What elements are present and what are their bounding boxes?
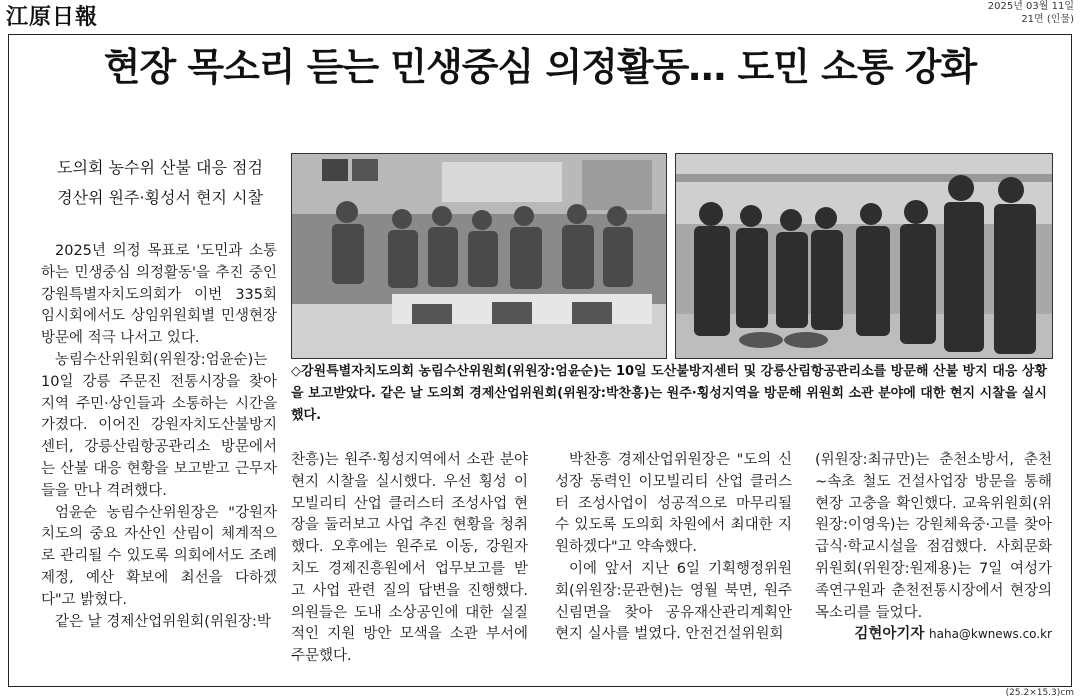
reporter-email: haha@kwnews.co.kr — [929, 627, 1052, 642]
photo-control-room-illustration — [292, 154, 666, 358]
page-number: 21면 (인물) — [1021, 14, 1074, 25]
publication-date: 2025년 03월 11일 — [987, 1, 1074, 12]
article-column-3 — [555, 450, 792, 646]
news-photo-officials-hangar — [675, 153, 1053, 359]
article-headline: 현장 목소리 듣는 민생중심 의정활동… 도민 소통 강화 — [103, 45, 977, 89]
paragraph: 이에 앞서 지난 6일 기획행정위원회(위원장:문관현)는 영월 북면, 원주 신림면을 찾아 공유재산관리계획안 현지 실사를 벌였다. 안전건설위원회 — [555, 560, 792, 643]
newspaper-masthead: 江原日報 — [6, 4, 99, 30]
article-column-2 — [291, 450, 528, 668]
photo-caption: ◇강원특별자치도의회 농림수산위원회(위원장:엄윤순)는 10일 도산불방지센터 및 강릉산림항공관리소를 방문해 산불 방지 대응 상황을 보고받았다. 같은 날 도의회 경제산업위원회(위원장:박찬흥)는 원주·횡성지역을 방문해 위원회 소관 분야에 대한 현지 시찰을 실시했다. — [291, 364, 1048, 423]
paragraph: 엄윤순 농림수산위원장은 "강원자치도의 중요 자산인 산림이 체계적으로 관리될 수 있도록 의회에서도 조례 제정, 예산 확보에 최선을 다하겠다"고 밝혔다. — [41, 504, 277, 608]
paragraph: 같은 날 경제산업위원회(위원장:박 — [55, 613, 271, 630]
news-photo-control-room — [291, 153, 667, 359]
photo-officials-illustration — [676, 154, 1052, 358]
publication-meta — [988, 0, 1074, 26]
article-size-note: (25.2×15.3)cm — [1005, 688, 1074, 698]
article-subheads — [40, 153, 280, 213]
article-column-4 — [815, 450, 1052, 646]
reporter-name: 김현아기자 — [854, 626, 925, 643]
paragraph: 2025년 의정 목표로 '도민과 소통하는 민생중심 의정활동'을 추진 중인 강원특별자치도의회가 이번 335회 임시회에서도 상임위원회별 민생현장 방문에 적극 나서고 있다. — [41, 243, 277, 347]
paragraph: 농림수산위원회(위원장:엄윤순)는 10일 강릉 주문진 전통시장을 찾아 지역 주민·상인들과 소통하는 시간을 가졌다. 이어진 강원자치도산불방지센터, 강릉산림항공관리소 방문에서는 산불 대응 현황을 보고받고 근무자들을 만나 격려했다. — [41, 351, 277, 499]
paragraph: 박찬흥 경제산업위원장은 "도의 신성장 동력인 이모빌리티 산업 클러스터 조성사업이 성공적으로 마무리될 수 있도록 도의회 차원에서 최대한 지원하겠다"고 약속했다. — [555, 452, 792, 556]
subhead-2: 경산위 원주·횡성서 현지 시찰 — [57, 188, 263, 207]
subhead-1: 도의회 농수위 산불 대응 점검 — [57, 158, 263, 177]
paragraph: 찬흥)는 원주·횡성지역에서 소관 분야 현지 시찰을 실시했다. 우선 횡성 이모빌리티 산업 클러스터 조성사업 현장을 둘러보고 사업 추진 현황을 청취했다. 오후에는 원주로 이동, 강원자치도 경제진흥원에서 업무보고를 받고 사업 관련 질의 답변을 진행했다. 의원들은 도내 소상공인에 대한 실질적인 지원 방안 모색을 소관 부서에 주문했다. — [291, 452, 528, 665]
article-column-1 — [41, 241, 277, 633]
byline — [815, 624, 1052, 646]
paragraph: (위원장:최규만)는 춘천소방서, 춘천~속초 철도 건설사업장 방문을 통해 현장 고충을 확인했다. 교육위원회(위원장:이영욱)는 강원체육중·고를 찾아 급식·학교시설을 점검했다. 사회문화위원회(위원장:원제용)는 7일 여성가족연구원과 춘천전통시장에서 현장의 목소리를 들었다. — [815, 452, 1052, 621]
